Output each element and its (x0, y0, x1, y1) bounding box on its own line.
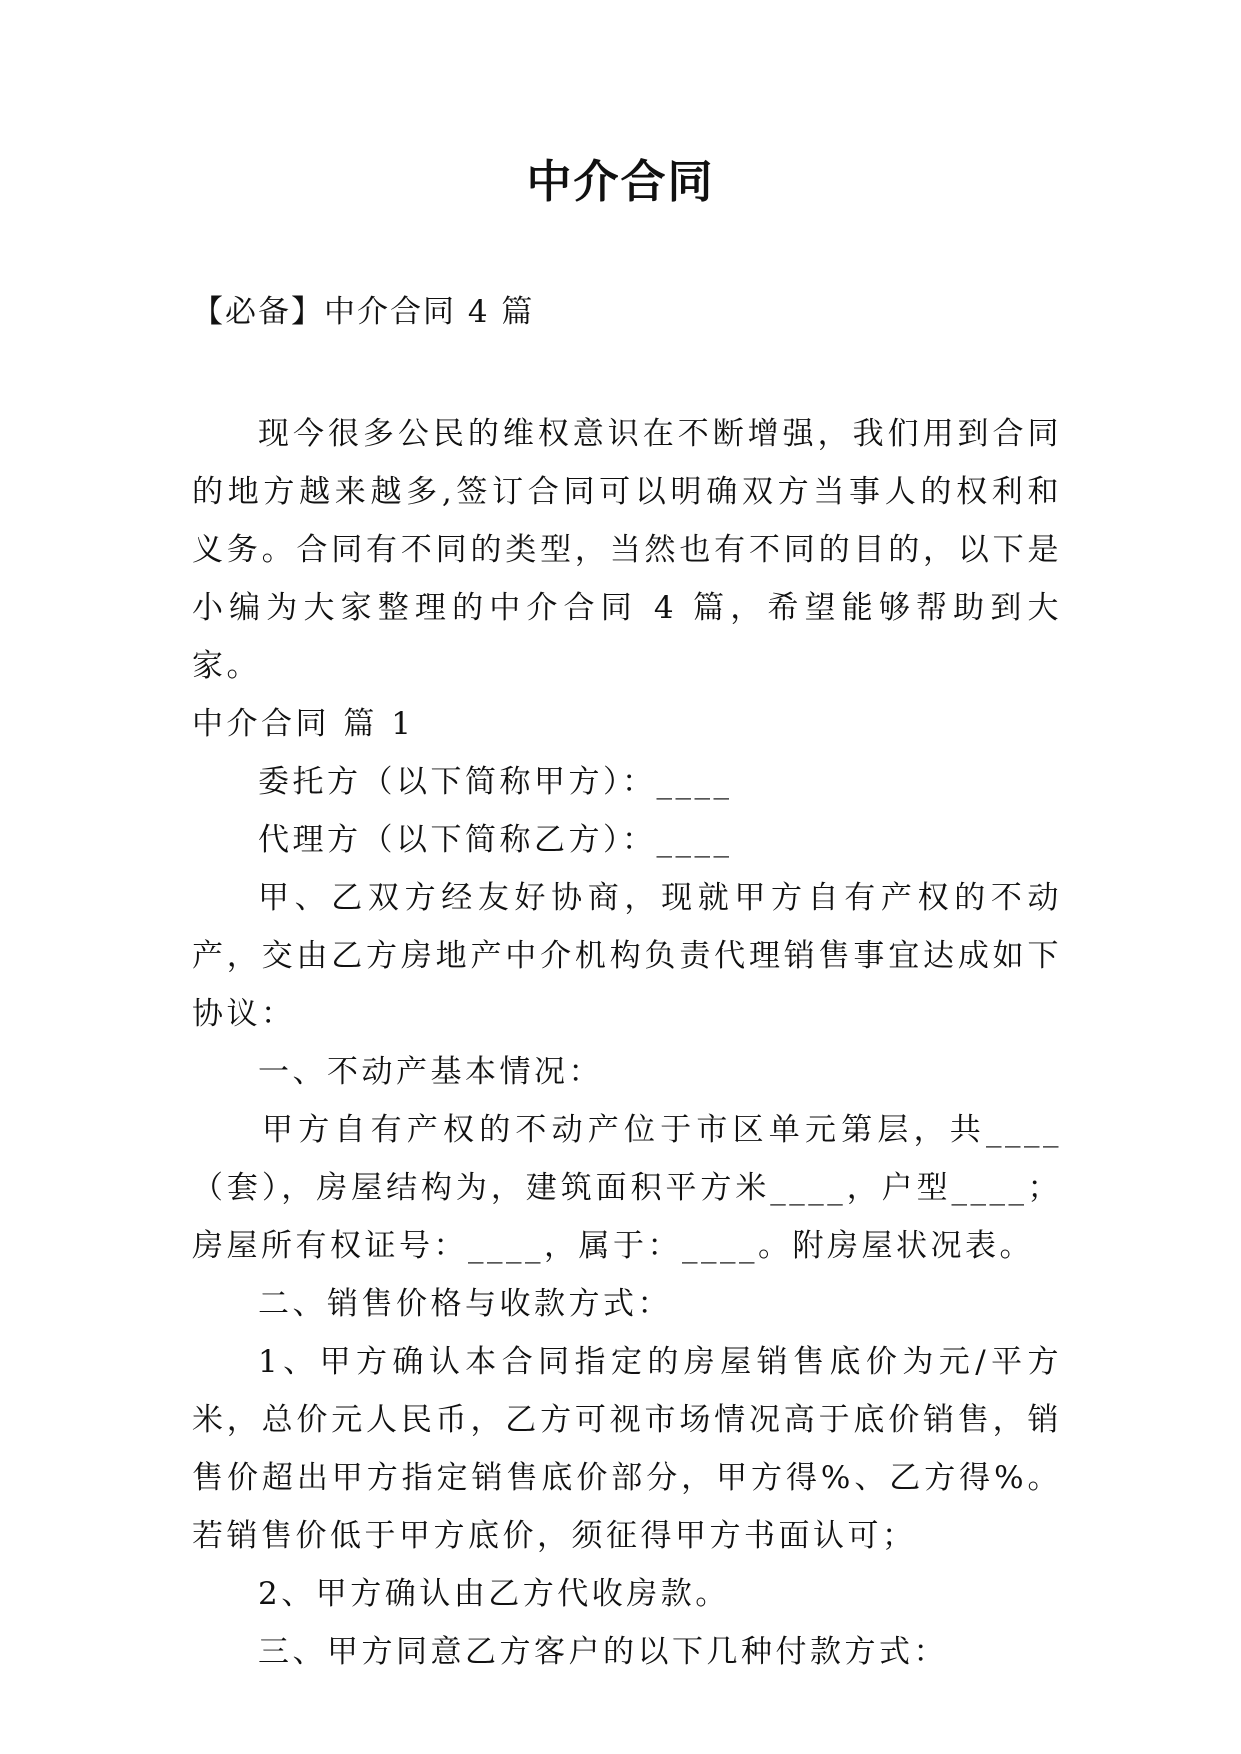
property-paragraph: 甲方自有产权的不动产位于市区单元第层，共____（套），房屋结构为，建筑面积平方米____，户型____；房屋所有权证号：____，属于：____。附房屋状况表。 (192, 1112, 1062, 1264)
section-heading: 中介合同 篇 1 (192, 706, 415, 742)
clause-heading-3: 三、甲方同意乙方客户的以下几种付款方式： (258, 1634, 948, 1670)
document-body (192, 405, 1062, 1681)
price-paragraph: 1、甲方确认本合同指定的房屋销售底价为元/平方米，总价元人民币，乙方可视市场情况高于底价销售，销售价超出甲方指定销售底价部分，甲方得%、乙方得%。若销售价低于甲方底价，须征得甲方书面认可； (192, 1344, 1062, 1554)
party-a-line: 委托方（以下简称甲方）：____ (258, 764, 733, 800)
party-b-line: 代理方（以下简称乙方）：____ (258, 822, 733, 858)
intro-paragraph: 现今很多公民的维权意识在不断增强，我们用到合同的地方越来越多,签订合同可以明确双方当事人的权利和义务。合同有不同的类型，当然也有不同的目的，以下是小编为大家整理的中介合同 4 篇，希望能够帮助到大家。 (192, 416, 1062, 684)
clause-heading-2: 二、销售价格与收款方式： (258, 1286, 672, 1322)
payment-collection-paragraph: 2、甲方确认由乙方代收房款。 (258, 1576, 730, 1612)
document-title: 中介合同 (526, 155, 715, 208)
document-subtitle: 【必备】中介合同 4 篇 (192, 294, 535, 330)
agreement-paragraph: 甲、乙双方经友好协商，现就甲方自有产权的不动产，交由乙方房地产中介机构负责代理销售事宜达成如下协议： (192, 880, 1062, 1032)
clause-heading-1: 一、不动产基本情况： (258, 1054, 603, 1090)
